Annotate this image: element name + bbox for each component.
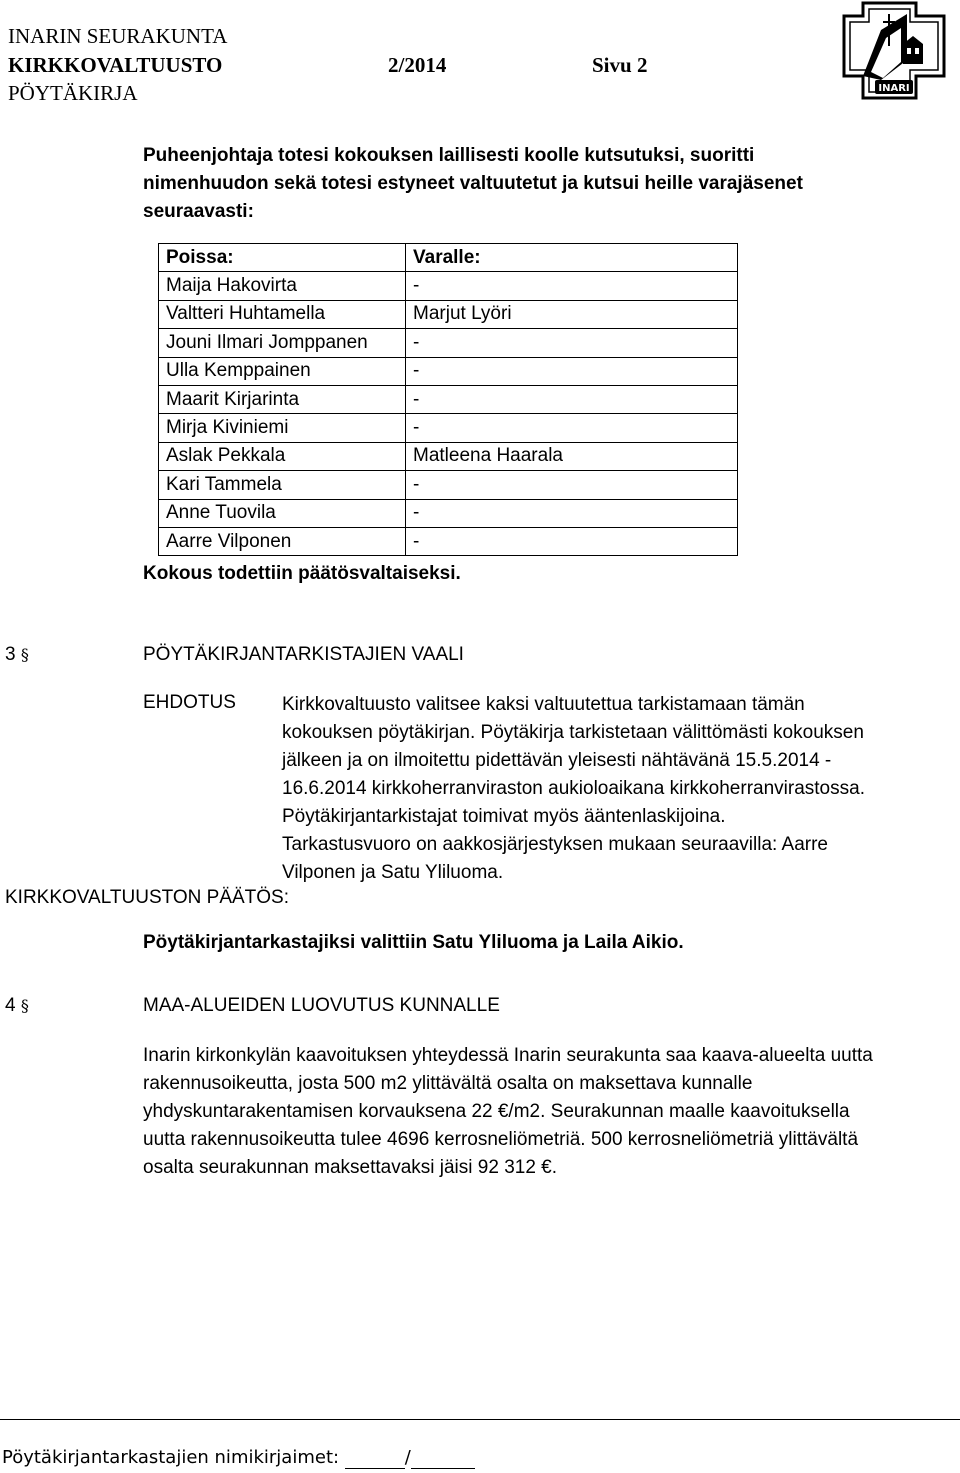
header-substitute: Varalle: (406, 244, 738, 272)
body-line: Inarin kirkonkylän kaavoituksen yhteydessä Inarin seurakunta saa kaava-alueelta uutta (143, 1045, 873, 1066)
body-line: rakennusoikeutta, josta 500 m2 ylittävältä osalta on maksettava kunnalle (143, 1073, 753, 1094)
proposal-line: Vilponen ja Satu Yliluoma. (282, 862, 504, 883)
table-row (159, 471, 738, 499)
proposal-text (282, 691, 952, 887)
table-row (159, 300, 738, 328)
parish-logo (841, 0, 947, 100)
absent-name: Valtteri Huhtamella (159, 300, 406, 328)
proposal-line: Pöytäkirjantarkistajat toimivat myös ääntenlaskijoina. (282, 806, 726, 827)
substitute-name: - (406, 499, 738, 527)
table-row (159, 414, 738, 442)
substitute-name: Matleena Haarala (406, 442, 738, 470)
intro-line-2: nimenhuudon sekä totesi estyneet valtuutetut ja kutsui heille varajäsenet (143, 173, 803, 194)
section-symbol: § (20, 996, 29, 1015)
table-row (159, 385, 738, 413)
initials-separator: / (404, 1447, 411, 1468)
quorum-statement: Kokous todettiin päätösvaltaiseksi. (143, 563, 461, 584)
footer-initials (2, 1447, 475, 1469)
proposal-line: kokouksen pöytäkirjan. Pöytäkirja tarkistetaan välittömästi kokouksen (282, 722, 864, 743)
absent-name: Jouni Ilmari Jomppanen (159, 329, 406, 357)
substitute-name: - (406, 329, 738, 357)
absent-name: Aarre Vilponen (159, 527, 406, 555)
absent-name: Mirja Kiviniemi (159, 414, 406, 442)
table-row (159, 499, 738, 527)
logo-text: INARI (878, 83, 910, 94)
table-row (159, 527, 738, 555)
proposal-line: 16.6.2014 kirkkoherranviraston aukioloaikana kirkkoherranvirastossa. (282, 778, 865, 799)
intro-line-1: Puheenjohtaja totesi kokouksen laillisesti koolle kutsutuksi, suoritti (143, 145, 755, 166)
initials-blank-1 (345, 1447, 405, 1469)
issue-number: 2/2014 (388, 53, 447, 77)
body-name: KIRKKOVALTUUSTO (8, 53, 223, 77)
footer-label: Pöytäkirjantarkastajien nimikirjaimet: (2, 1447, 340, 1468)
footer-divider (0, 1419, 960, 1420)
proposal-line: jälkeen ja on ilmoitettu pidettävän yleisesti nähtävänä 15.5.2014 - (282, 750, 832, 771)
org-name: INARIN SEURAKUNTA (8, 24, 228, 48)
section-number: 4 (5, 995, 16, 1016)
decision-text: Pöytäkirjantarkastajiksi valittiin Satu Yliluoma ja Laila Aikio. (143, 932, 684, 953)
table-row (159, 272, 738, 300)
substitute-name: - (406, 414, 738, 442)
absent-name: Maarit Kirjarinta (159, 385, 406, 413)
initials-blank-2 (411, 1447, 475, 1469)
section-symbol: § (20, 645, 29, 664)
substitute-name: - (406, 357, 738, 385)
section-4-title: MAA-ALUEIDEN LUOVUTUS KUNNALLE (143, 995, 500, 1016)
proposal-line: Tarkastusvuoro on aakkosjärjestyksen mukaan seuraavilla: Aarre (282, 834, 828, 855)
section-number: 3 (5, 644, 16, 665)
body-line: yhdyskuntarakentamisen korvauksena 22 €/m2. Seurakunnan maalle kaavoituksella (143, 1101, 850, 1122)
absent-name: Aslak Pekkala (159, 442, 406, 470)
header-absent: Poissa: (159, 244, 406, 272)
absent-name: Maija Hakovirta (159, 272, 406, 300)
substitute-name: - (406, 272, 738, 300)
doc-type: PÖYTÄKIRJA (8, 81, 138, 105)
substitute-name: - (406, 527, 738, 555)
section-3-title: PÖYTÄKIRJANTARKISTAJIEN VAALI (143, 644, 464, 665)
decision-label: KIRKKOVALTUUSTON PÄÄTÖS: (5, 887, 290, 908)
section-4-body (143, 1042, 955, 1182)
section-4-heading (5, 995, 29, 1017)
body-line: uutta rakennusoikeutta tulee 4696 kerrosneliömetriä. 500 kerrosneliömetriä ylittävältä (143, 1129, 859, 1150)
proposal-label: EHDOTUS (143, 692, 236, 713)
proposal-line: Kirkkovaltuusto valitsee kaksi valtuutettua tarkistamaan tämän (282, 694, 805, 715)
absent-name: Ulla Kemppainen (159, 357, 406, 385)
table-row (159, 442, 738, 470)
absent-name: Anne Tuovila (159, 499, 406, 527)
section-3-heading (5, 644, 29, 666)
absence-table (158, 243, 738, 556)
body-line: osalta seurakunnan maksettavaksi jäisi 92 312 €. (143, 1157, 558, 1178)
table-header-row (159, 244, 738, 272)
page-number: Sivu 2 (592, 53, 648, 77)
intro-line-3: seuraavasti: (143, 201, 254, 222)
substitute-name: Marjut Lyöri (406, 300, 738, 328)
substitute-name: - (406, 471, 738, 499)
substitute-name: - (406, 385, 738, 413)
table-row (159, 329, 738, 357)
absent-name: Kari Tammela (159, 471, 406, 499)
table-row (159, 357, 738, 385)
